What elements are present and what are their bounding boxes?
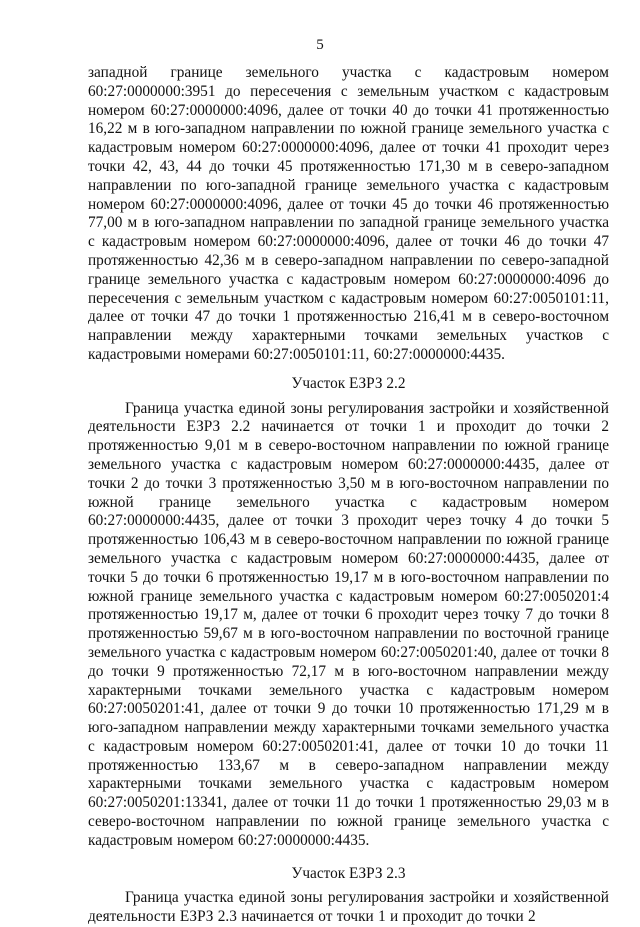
paragraph-ezrz-2-3: Граница участка единой зоны регулирования застройки и хозяйственной деятельности ЕЗРЗ 2.3 начинается от точки 1 и проходит до точки 2 [88, 889, 609, 926]
paragraph-ezrz-2-2: Граница участка единой зоны регулирования застройки и хозяйственной деятельности ЕЗРЗ 2.2 начинается от точки 1 и проходит до точки 2 протяженностью 9,01 м в северо-восточном направлении по южной границе земельного участка с кадастровым номером 60:27:0000000:4435, далее от точки 2 до точки 3 протяженностью 3,50 м в юго-восточном направлении по южной границе земельного участка с кадастровым номером 60:27:0000000:4435, далее от точки 3 проходит через точку 4 до точки 5 протяженностью 106,43 м в северо-восточном направлении по южной границе земельного участка с кадастровым номером 60:27:0000000:4435, далее от точки 5 до точки 6 протяженностью 19,17 м в юго-восточном направлении по южной границе земельного участка с кадастровым номером 60:27:0050201:4 протяженностью 19,17 м, далее от точки 6 проходит через точку 7 до точки 8 протяженностью 59,67 м в юго-восточном направлении по восточной границе земельного участка с кадастровым номером 60:27:0050201:40, далее от точки 8 до точки 9 протяженностью 72,17 м в юго-восточном направлении между характерными точками земельного участка с кадастровым номером 60:27:0050201:41, далее от точки 9 до точки 10 протяженностью 171,29 м в юго-западном направлении между характерными точками земельного участка с кадастровым номером 60:27:0050201:41, далее от точки 10 до точки 11 протяженностью 133,67 м в северо-западном направлении между характерными точками земельного участка с кадастровым номером 60:27:0050201:13341, далее от точки 11 до точки 1 протяженностью 29,03 м в северо-восточном направлении по южной границе земельного участка с кадастровым номером 60:27:0000000:4435. [88, 399, 609, 849]
section-heading-ezrz-2-2: Участок ЕЗРЗ 2.2 [291, 374, 406, 392]
section-heading-ezrz-2-3: Участок ЕЗРЗ 2.3 [291, 864, 406, 882]
document-body [88, 64, 609, 927]
page-number: 5 [316, 37, 324, 53]
paragraph-continuation: западной границе земельного участка с кадастровым номером 60:27:0000000:3951 до пересечения с земельным участком с кадастровым номером 60:27:0000000:4096, далее от точки 40 до точки 41 протяженностью 16,22 м в юго-западном направлении по южной границе земельного участка с кадастровым номером 60:27:0000000:4096, далее от точки 41 проходит через точки 42, 43, 44 до точки 45 протяженностью 171,30 м в северо-западном направлении по юго-западной границе земельного участка с кадастровым номером 60:27:0000000:4096, далее от точки 45 до точки 46 протяженностью 77,00 м в юго-западном направлении по западной границе земельного участка с кадастровым номером 60:27:0000000:4096, далее от точки 46 до точки 47 протяженностью 42,36 м в северо-западном направлении по северо-западной границе земельного участка с кадастровым номером 60:27:0000000:4096 до пересечения с земельным участком с кадастровым номером 60:27:0050101:11, далее от точки 47 до точки 1 протяженностью 216,41 м в северо-восточном направлении между характерными точками земельных участков с кадастровыми номерами 60:27:0050101:11, 60:27:0000000:4435. [88, 64, 609, 363]
